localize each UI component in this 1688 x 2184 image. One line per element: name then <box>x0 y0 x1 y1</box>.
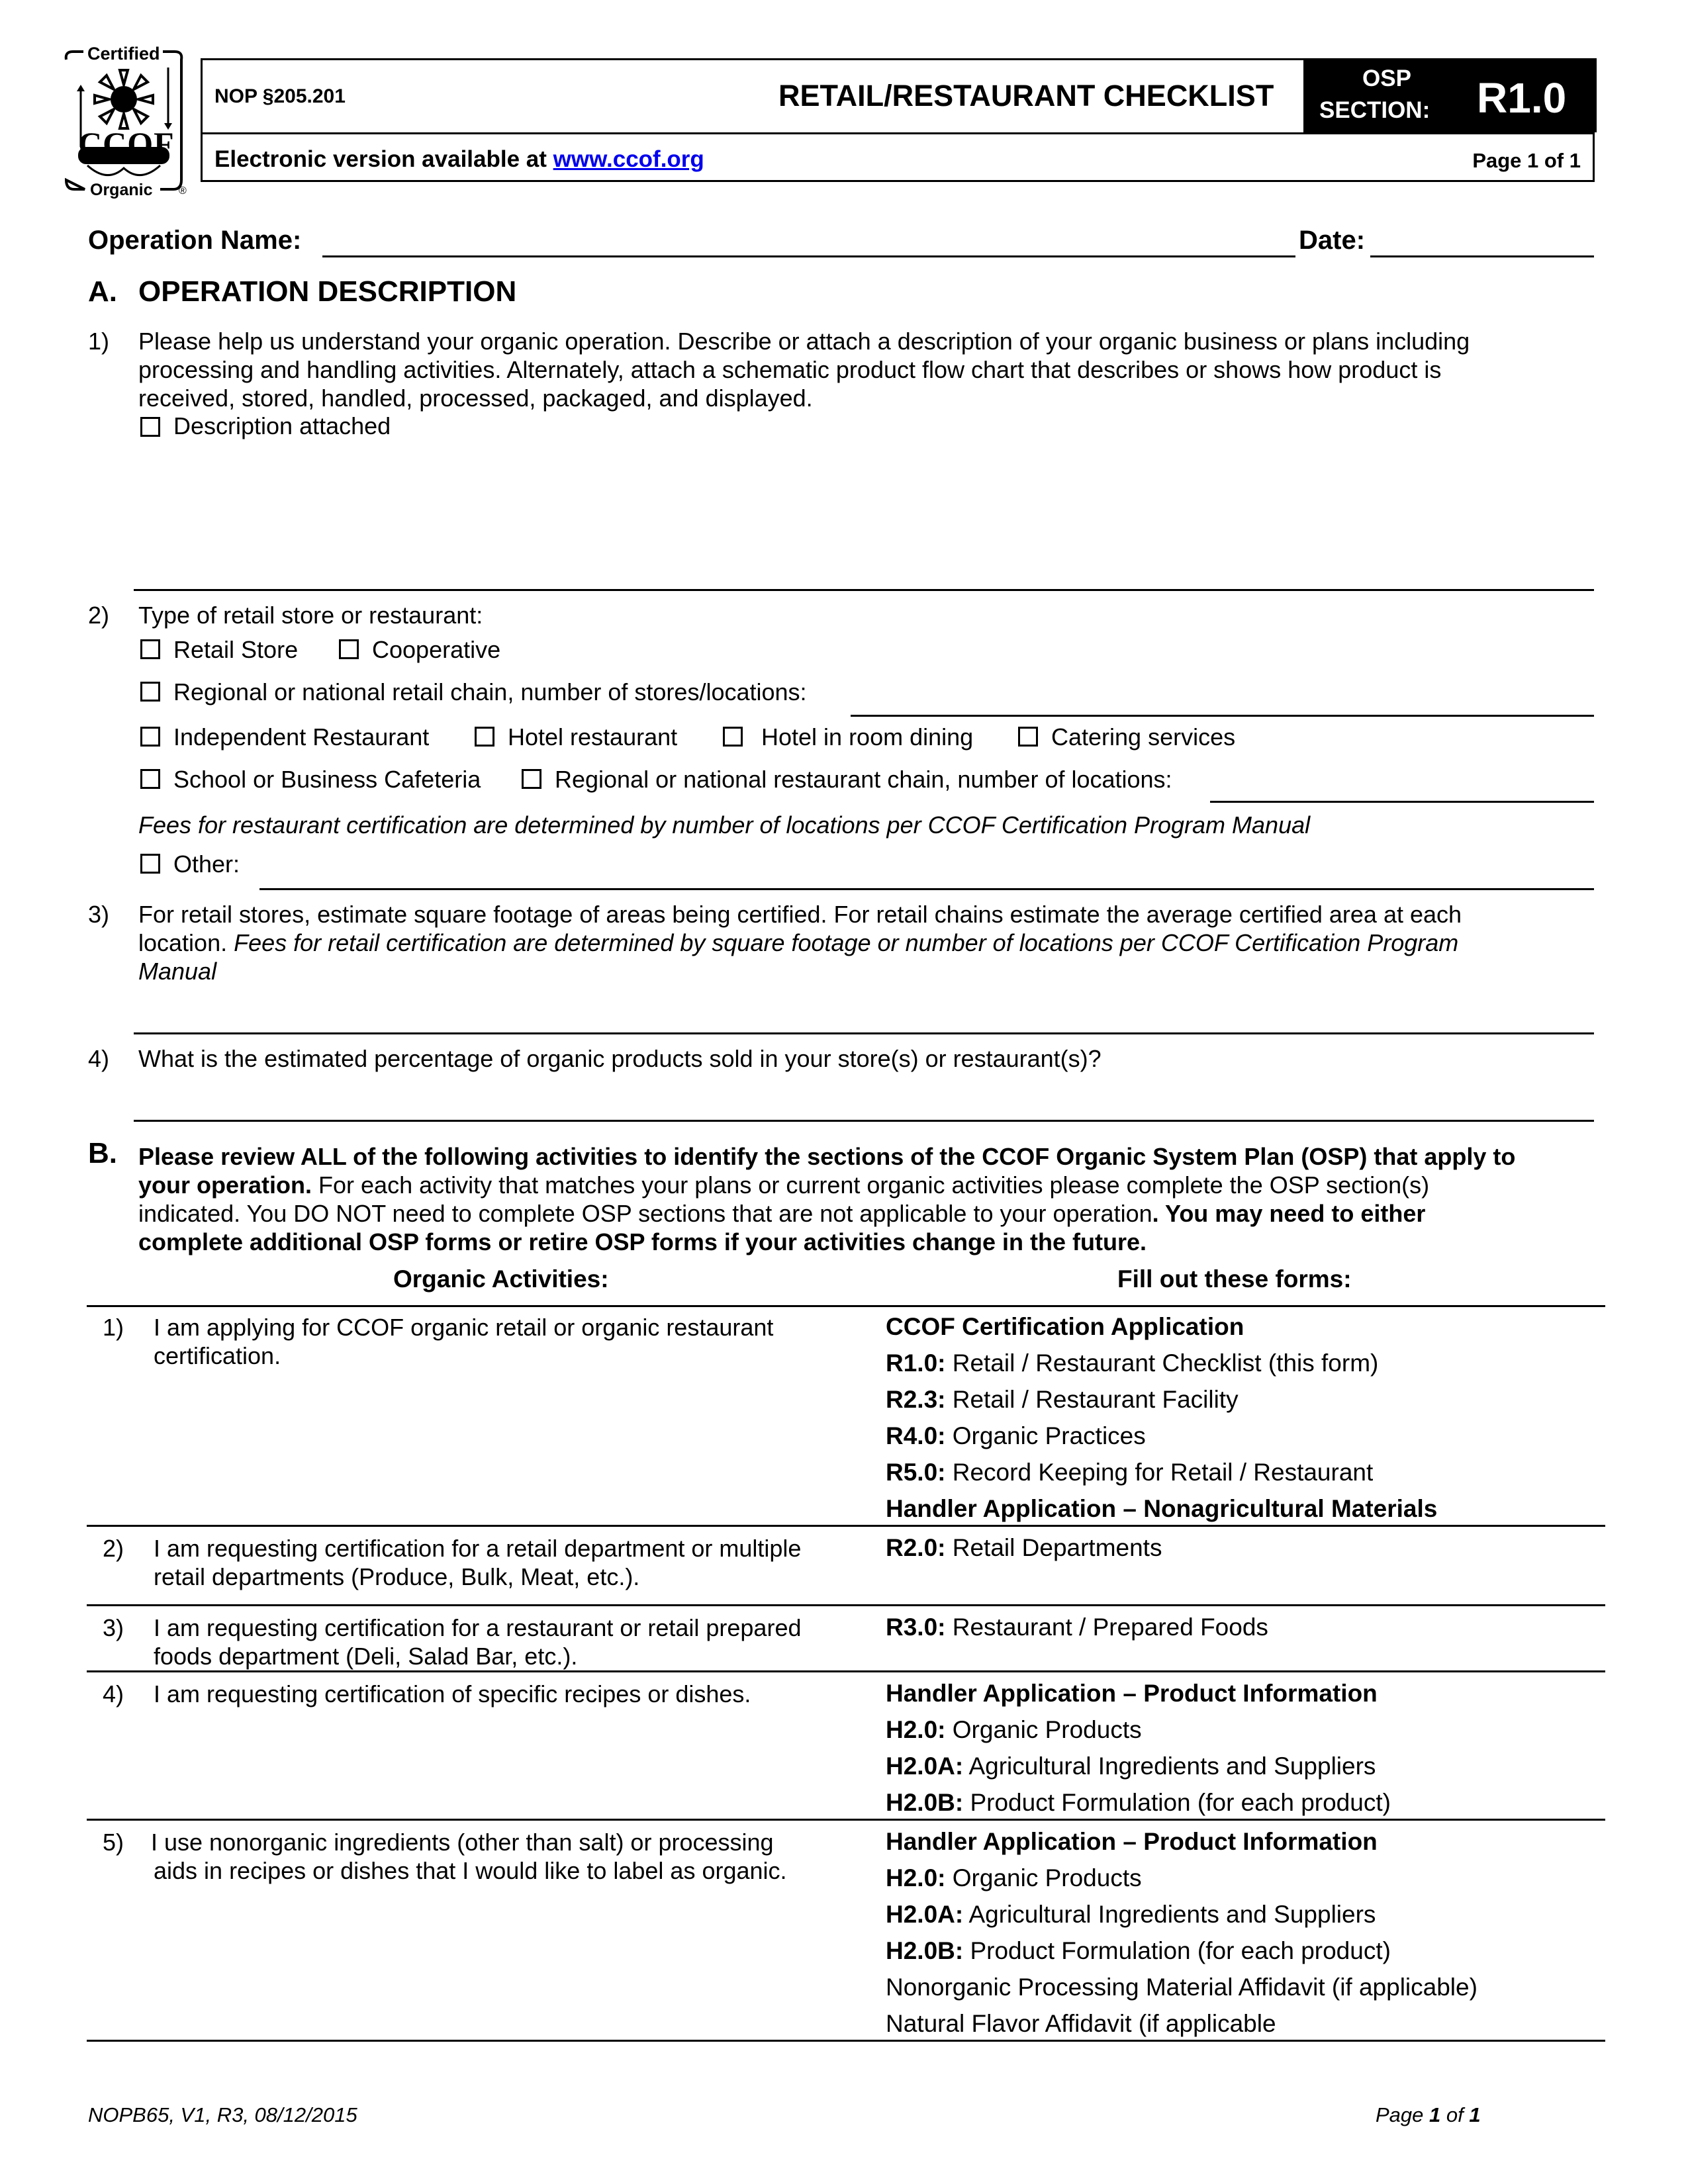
table-rule-bottom <box>87 2040 1605 2042</box>
form-item: H2.0A: Agricultural Ingredients and Suppliers <box>886 1752 1376 1780</box>
form-item: H2.0: Organic Products <box>886 1864 1142 1891</box>
form-item: H2.0: Organic Products <box>886 1716 1142 1743</box>
activity-text-line: I am requesting certification of specific recipes or dishes. <box>154 1680 751 1707</box>
q3-number: 3) <box>88 901 110 928</box>
school-cafeteria-checkbox[interactable] <box>140 769 160 789</box>
form-item: Natural Flavor Affidavit (if applicable <box>886 2010 1276 2037</box>
regional-restaurant-chain-label: Regional or national restaurant chain, number of locations: <box>555 766 1172 793</box>
description-attached-checkbox[interactable] <box>140 417 160 437</box>
activity-number: 1) <box>103 1314 124 1341</box>
footer-page-number: Page 1 of 1 <box>1376 2103 1481 2126</box>
other-field[interactable] <box>259 888 1594 890</box>
cooperative-label: Cooperative <box>372 636 501 663</box>
q4-answer-line[interactable] <box>134 1120 1594 1122</box>
school-cafeteria-label: School or Business Cafeteria <box>173 766 481 793</box>
logo-bottom-text: Organic <box>87 181 155 200</box>
q3-text-line-3: Manual <box>138 958 217 985</box>
section-b-line-2-bold: your operation. <box>138 1171 312 1199</box>
section-b-line-2 <box>138 1171 1429 1199</box>
ccof-logo <box>61 44 187 200</box>
nop-reference: NOP §205.201 <box>214 85 346 107</box>
section-b-line-1: Please review ALL of the following activities to identify the sections of the CCOF Organic System Plan (OSP) that apply to <box>138 1143 1516 1170</box>
activity-text-line: retail departments (Produce, Bulk, Meat, etc.). <box>154 1563 640 1590</box>
q3-retail-fees-note: Fees for retail certification are determined by square footage or number of locations per CCOF Certification Program <box>234 929 1459 956</box>
electronic-version-text <box>214 146 704 173</box>
operation-name-field[interactable] <box>322 255 1295 257</box>
activity-text-line: I am requesting certification for a retail department or multiple <box>154 1535 802 1562</box>
form-item: R3.0: Restaurant / Prepared Foods <box>886 1614 1268 1641</box>
other-checkbox[interactable] <box>140 854 160 874</box>
q1-text-line-1: Please help us understand your organic operation. Describe or attach a description of your organic business or plans including <box>138 328 1470 355</box>
osp-label-1: OSP <box>1362 66 1411 91</box>
table-rule-1 <box>87 1525 1605 1527</box>
retail-store-label: Retail Store <box>173 636 299 663</box>
activity-text-line: I am applying for CCOF organic retail or organic restaurant <box>154 1314 774 1341</box>
activity-text-line: aids in recipes or dishes that I would like to label as organic. <box>154 1857 787 1884</box>
date-field[interactable] <box>1370 255 1594 257</box>
independent-restaurant-label: Independent Restaurant <box>173 723 430 751</box>
logo-middle-text: CCOF <box>78 125 175 162</box>
restaurant-chain-locations-field[interactable] <box>1210 801 1594 803</box>
form-item: H2.0B: Product Formulation (for each product) <box>886 1937 1391 1964</box>
footer-document-id: NOPB65, V1, R3, 08/12/2015 <box>88 2103 357 2126</box>
registered-mark: ® <box>179 185 187 197</box>
col-header-forms: Fill out these forms: <box>1117 1265 1352 1293</box>
form-item: R2.3: Retail / Restaurant Facility <box>886 1386 1239 1413</box>
osp-label-2: SECTION: <box>1319 97 1430 123</box>
form-item: R2.0: Retail Departments <box>886 1534 1162 1561</box>
table-rule-top <box>87 1305 1605 1307</box>
section-b-line-3-bold: . You may need to either <box>1152 1200 1426 1227</box>
q4-text: What is the estimated percentage of organic products sold in your store(s) or restaurant(s)? <box>138 1045 1102 1072</box>
date-label: Date: <box>1299 226 1366 255</box>
hotel-restaurant-label: Hotel restaurant <box>508 723 678 751</box>
q1-text-line-3: received, stored, handled, processed, packaged, and displayed. <box>138 385 813 412</box>
activity-text-line: I use nonorganic ingredients (other than salt) or processing <box>151 1829 774 1856</box>
catering-services-label: Catering services <box>1051 723 1236 751</box>
col-header-activities: Organic Activities: <box>393 1265 609 1293</box>
electronic-version-prefix: Electronic version available at <box>214 146 547 172</box>
section-b-line-3 <box>138 1199 1425 1228</box>
q4-number: 4) <box>88 1045 110 1072</box>
table-rule-2 <box>87 1604 1605 1606</box>
q2-number: 2) <box>88 602 110 629</box>
description-attached-label: Description attached <box>173 412 391 439</box>
section-b-line-4: complete additional OSP forms or retire OSP forms if your activities change in the future. <box>138 1228 1147 1255</box>
activity-number: 2) <box>103 1535 124 1562</box>
header-box <box>201 58 1595 182</box>
regional-retail-chain-checkbox[interactable] <box>140 682 160 702</box>
q3-answer-line[interactable] <box>134 1032 1594 1034</box>
form-item: H2.0A: Agricultural Ingredients and Suppliers <box>886 1901 1376 1928</box>
activity-text-line: certification. <box>154 1342 281 1369</box>
cooperative-checkbox[interactable] <box>339 639 359 659</box>
independent-restaurant-checkbox[interactable] <box>140 727 160 747</box>
section-b-line-2-normal: For each activity that matches your plans or current organic activities please complete the OSP section(s) <box>312 1171 1430 1199</box>
q1-answer-line[interactable] <box>134 589 1594 591</box>
ccof-logo-graphic <box>61 48 187 200</box>
form-item: Handler Application – Product Information <box>886 1680 1378 1707</box>
q3-line-2-normal: location. <box>138 929 234 956</box>
restaurant-fees-note: Fees for restaurant certification are determined by number of locations per CCOF Certification Program Manual <box>138 811 1311 839</box>
section-b-line-3-normal: indicated. You DO NOT need to complete OSP sections that are not applicable to your operation <box>138 1200 1152 1227</box>
q1-number: 1) <box>88 328 110 355</box>
form-item: R5.0: Record Keeping for Retail / Restaurant <box>886 1459 1374 1486</box>
section-a-heading: OPERATION DESCRIPTION <box>138 275 517 308</box>
retail-store-checkbox[interactable] <box>140 639 160 659</box>
hotel-restaurant-checkbox[interactable] <box>475 727 494 747</box>
regional-restaurant-chain-checkbox[interactable] <box>522 769 541 789</box>
section-a-letter: A. <box>88 275 117 308</box>
q3-text-line-2 <box>138 929 1458 957</box>
q1-text-line-2: processing and handling activities. Alternately, attach a schematic product flow chart that describes or shows how product is <box>138 356 1442 383</box>
retail-chain-locations-field[interactable] <box>851 715 1594 717</box>
form-item: Nonorganic Processing Material Affidavit (if applicable) <box>886 1974 1477 2001</box>
header-page-number: Page 1 of 1 <box>1472 149 1581 172</box>
activity-text-line: I am requesting certification for a restaurant or retail prepared <box>154 1614 802 1641</box>
q3-text-line-1: For retail stores, estimate square footage of areas being certified. For retail chains estimate the average certified area at each <box>138 901 1462 928</box>
other-label: Other: <box>173 850 240 878</box>
form-item: CCOF Certification Application <box>886 1313 1244 1340</box>
form-item: H2.0B: Product Formulation (for each product) <box>886 1789 1391 1816</box>
table-rule-3 <box>87 1670 1605 1672</box>
section-b-letter: B. <box>88 1137 117 1169</box>
activity-number: 4) <box>103 1680 124 1707</box>
hotel-in-room-dining-label: Hotel in room dining <box>761 723 974 751</box>
form-item: R4.0: Organic Practices <box>886 1422 1146 1449</box>
activity-number: 5) <box>103 1829 124 1856</box>
operation-name-label: Operation Name: <box>88 226 302 255</box>
logo-top-text: Certified <box>85 44 163 64</box>
regional-retail-chain-label: Regional or national retail chain, number of stores/locations: <box>173 678 807 705</box>
activity-number: 3) <box>103 1614 124 1641</box>
section-code: R1.0 <box>1477 74 1567 122</box>
catering-services-checkbox[interactable] <box>1018 727 1038 747</box>
form-item: Handler Application – Product Information <box>886 1828 1378 1855</box>
form-title: RETAIL/RESTAURANT CHECKLIST <box>778 79 1274 113</box>
form-item: R1.0: Retail / Restaurant Checklist (this form) <box>886 1349 1379 1377</box>
activity-text-line: foods department (Deli, Salad Bar, etc.). <box>154 1643 578 1670</box>
table-rule-4 <box>87 1819 1605 1821</box>
hotel-in-room-dining-checkbox[interactable] <box>723 727 743 747</box>
ccof-website-link[interactable]: www.ccof.org <box>553 146 704 172</box>
q2-prompt: Type of retail store or restaurant: <box>138 602 483 629</box>
form-item: Handler Application – Nonagricultural Materials <box>886 1495 1438 1522</box>
